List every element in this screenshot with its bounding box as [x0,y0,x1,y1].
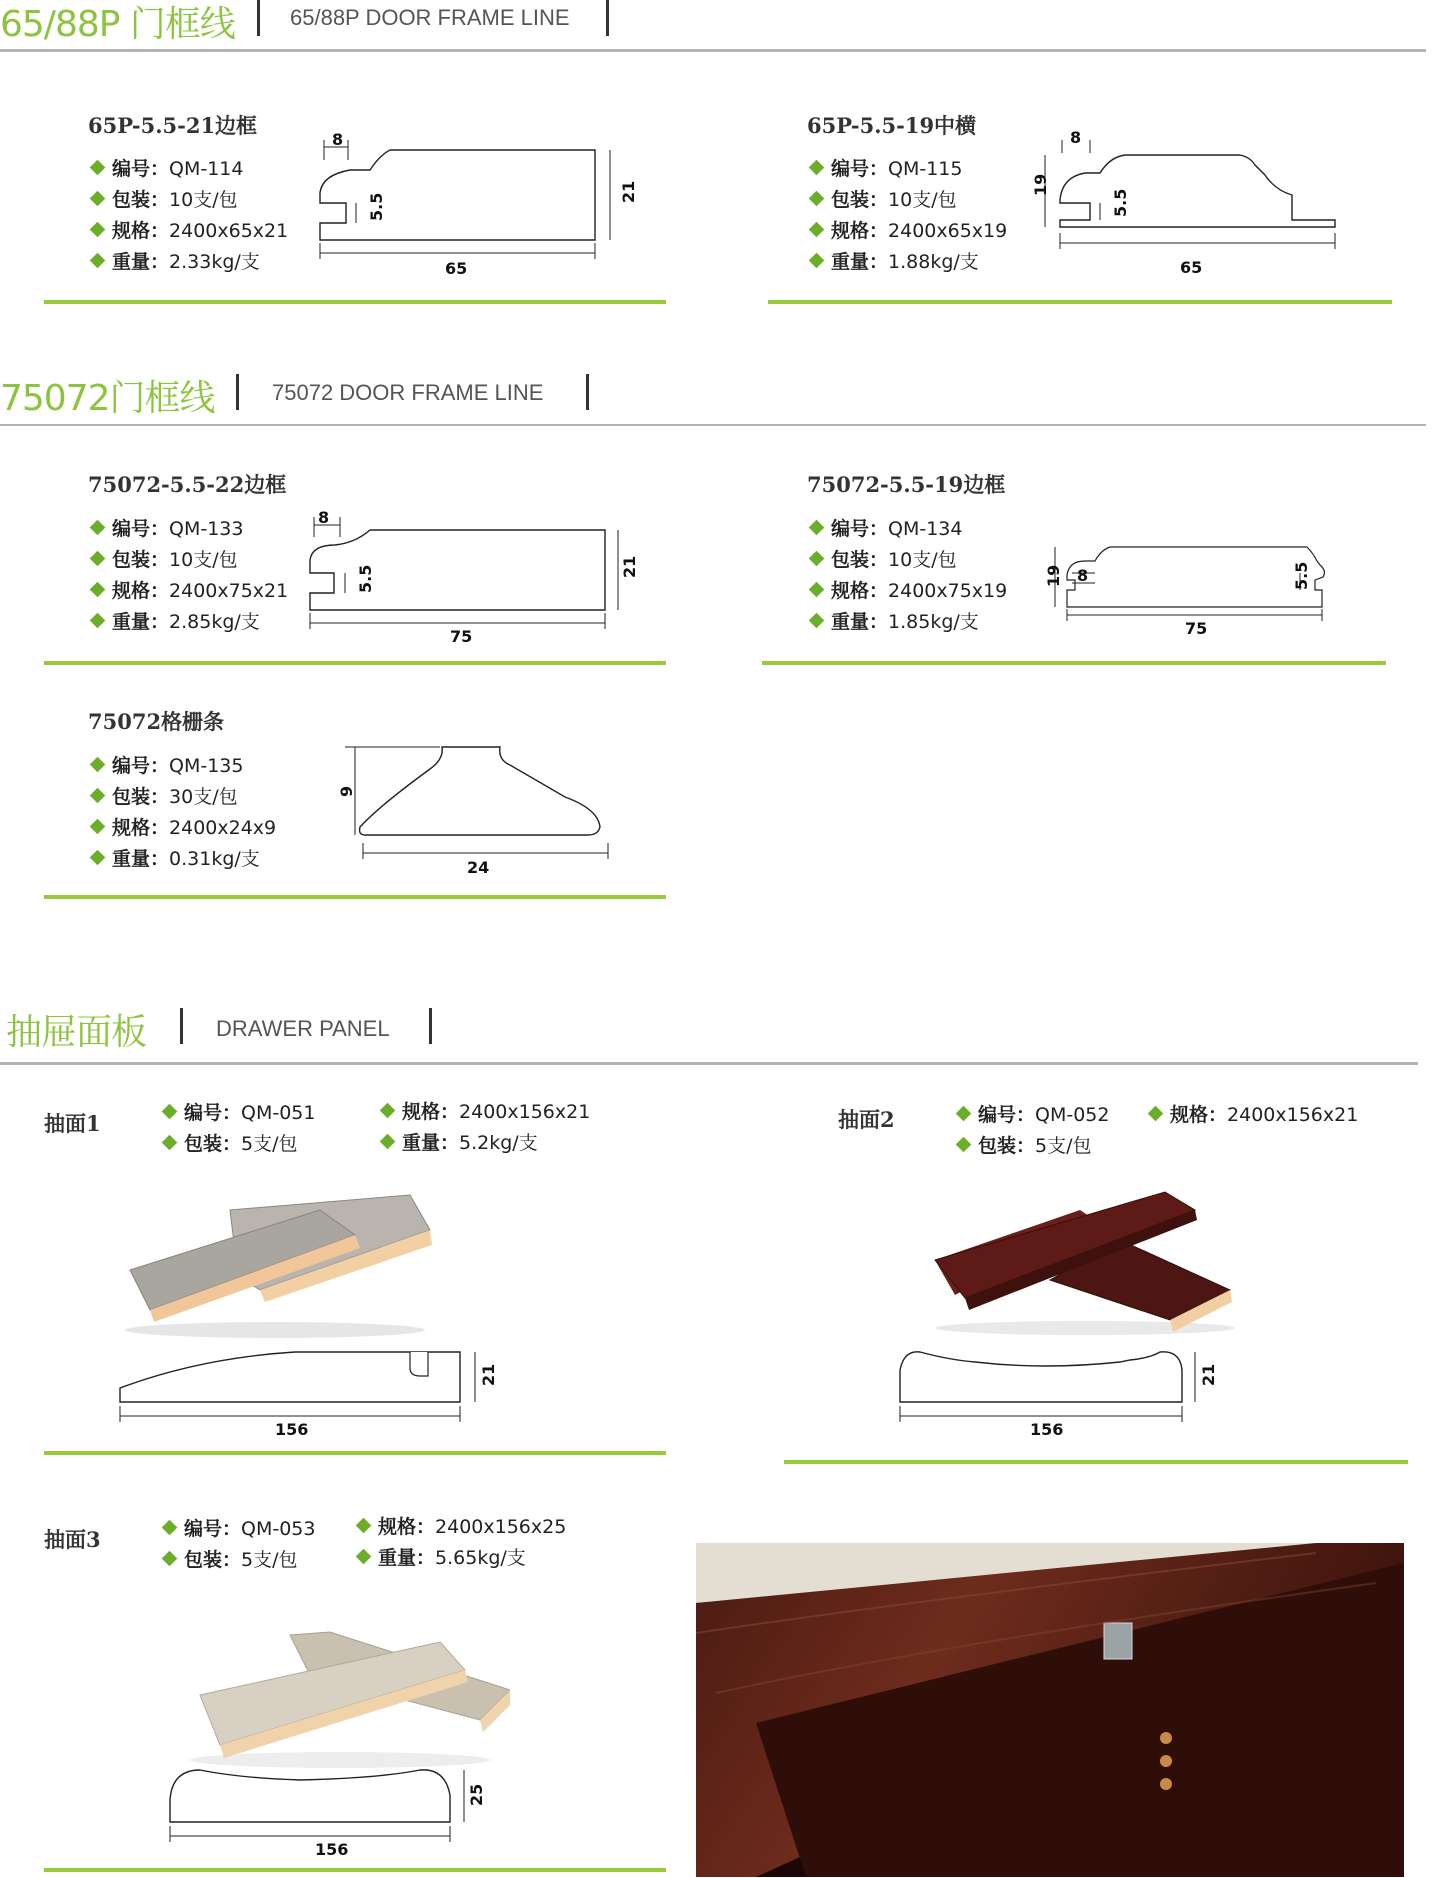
diamond-icon [380,1134,396,1150]
section-rule [0,1062,1418,1065]
diamond-icon [1148,1106,1164,1122]
diamond-icon [809,551,825,567]
diamond-icon [809,582,825,598]
section-title-en: 75072 DOOR FRAME LINE [272,380,544,405]
product-size: 2400x156x21 [1227,1104,1359,1126]
product-specs: 编号：QM-052 包装：5支/包 [958,1100,1110,1162]
product-title: 65P-5.5-21边框 [88,113,258,138]
product-pack: 10支/包 [169,189,238,211]
diamond-icon [90,582,106,598]
dim-label: 5.5 [1292,561,1311,590]
product-weight: 5.2kg/支 [459,1132,538,1154]
product-code: QM-115 [888,158,963,180]
product-code: QM-135 [169,755,244,777]
dim-label: 8 [332,130,344,149]
product-weight: 2.85kg/支 [169,611,260,633]
diamond-icon [90,191,106,207]
dim-label: 65 [1180,258,1203,277]
product-rule [44,1451,666,1455]
product-code: QM-134 [888,518,963,540]
profile-drawing [890,1340,1310,1450]
product-specs: 编号：QM-135 包装：30支/包 规格：2400x24x9 重量：0.31kg/支 [92,751,276,875]
product-title: 75072格栅条 [88,709,225,734]
profile-drawing [310,130,640,285]
product-title: 75072-5.5-19边框 [807,472,1006,497]
diamond-icon [90,160,106,176]
product-specs: 规格：2400x156x25 重量：5.65kg/支 [358,1512,566,1574]
dim-label: 156 [1030,1420,1064,1439]
title-divider [180,1008,183,1044]
product-specs: 编号：QM-114 包装：10支/包 规格：2400x65x21 重量：2.33kg/支 [92,154,288,278]
product-pack: 5支/包 [241,1133,298,1155]
product-specs: 编号：QM-133 包装：10支/包 规格：2400x75x21 重量：2.85kg/支 [92,514,288,638]
product-size: 2400x24x9 [169,817,277,839]
title-divider [429,1008,432,1044]
diamond-icon [380,1103,396,1119]
dim-label: 21 [479,1363,498,1386]
diamond-icon [809,613,825,629]
product-weight: 1.88kg/支 [888,251,979,273]
diamond-icon [90,253,106,269]
product-rule [784,1460,1408,1464]
diamond-icon [956,1137,972,1153]
profile-drawing [330,735,630,880]
diamond-icon [956,1106,972,1122]
drawer-panel-photo [180,1620,510,1770]
product-code: QM-052 [1035,1104,1110,1126]
product-pack: 30支/包 [169,786,238,808]
diamond-icon [90,819,106,835]
drawer-panel-photo [110,1190,440,1340]
section-rule [0,424,1426,426]
diamond-icon [90,222,106,238]
product-code: QM-133 [169,518,244,540]
product-rule [44,661,666,665]
section-rule [0,49,1426,52]
diamond-icon [90,757,106,773]
product-pack: 10支/包 [169,549,238,571]
product-code: QM-053 [241,1518,316,1540]
product-weight: 2.33kg/支 [169,251,260,273]
product-rule [44,895,666,899]
section-title: 抽屉面板 [6,1012,147,1053]
profile-drawing [1045,535,1335,645]
diamond-icon [356,1549,372,1565]
product-weight: 5.65kg/支 [435,1547,526,1569]
diamond-icon [809,191,825,207]
section-title-en: DRAWER PANEL [216,1016,390,1041]
product-pack: 10支/包 [888,549,957,571]
product-title: 抽面2 [838,1107,895,1132]
diamond-icon [90,788,106,804]
product-weight: 1.85kg/支 [888,611,979,633]
product-weight: 0.31kg/支 [169,848,260,870]
diamond-icon [809,520,825,536]
diamond-icon [90,613,106,629]
title-divider [236,374,239,410]
product-title: 75072-5.5-22边框 [88,472,287,497]
dim-label: 156 [315,1840,349,1859]
product-size: 2400x156x21 [459,1101,591,1123]
dim-label: 8 [1077,566,1089,585]
profile-drawing [110,1340,530,1450]
product-size: 2400x65x21 [169,220,289,242]
diamond-icon [90,850,106,866]
product-pack: 5支/包 [1035,1135,1092,1157]
product-specs: 规格：2400x156x21 重量：5.2kg/支 [382,1097,590,1159]
dim-label: 8 [1070,128,1082,147]
title-divider [257,0,260,36]
dim-label: 24 [467,858,490,877]
diamond-icon [356,1518,372,1534]
dim-label: 21 [1199,1363,1218,1386]
dim-label: 156 [275,1420,309,1439]
dim-label: 5.5 [1111,188,1130,217]
profile-drawing [1030,128,1350,285]
section-title-en: 65/88P DOOR FRAME LINE [290,5,570,30]
product-title: 抽面3 [44,1527,101,1552]
diamond-icon [162,1135,178,1151]
dim-label: 65 [445,259,468,278]
product-specs: 编号：QM-053 包装：5支/包 [164,1514,316,1576]
dim-label: 19 [1031,173,1050,196]
product-rule [768,300,1392,304]
diamond-icon [90,520,106,536]
diamond-icon [809,222,825,238]
dim-label: 5.5 [356,564,375,593]
diamond-icon [162,1104,178,1120]
diamond-icon [809,253,825,269]
product-specs: 编号：QM-051 包装：5支/包 [164,1098,316,1160]
dim-label: 21 [619,180,638,203]
diamond-icon [162,1520,178,1536]
product-specs: 编号：QM-115 包装：10支/包 规格：2400x65x19 重量：1.88kg/支 [811,154,1007,278]
product-pack: 10支/包 [888,189,957,211]
product-size: 2400x156x25 [435,1516,567,1538]
diamond-icon [809,160,825,176]
product-rule [44,1868,666,1872]
drawer-panel-photo [915,1180,1245,1340]
title-divider [586,374,589,410]
dim-label: 75 [1185,619,1208,638]
product-title: 65P-5.5-19中横 [807,113,977,138]
product-pack: 5支/包 [241,1549,298,1571]
product-rule [762,661,1386,665]
dim-label: 8 [318,508,330,527]
product-size: 2400x75x19 [888,580,1008,602]
section-title: 75072门框线 [0,378,215,419]
dim-label: 25 [467,1783,486,1806]
diamond-icon [90,551,106,567]
profile-drawing [160,1760,540,1875]
dim-label: 5.5 [367,192,386,221]
product-title: 抽面1 [44,1111,101,1136]
product-code: QM-114 [169,158,244,180]
profile-drawing [300,508,640,665]
product-specs: 编号：QM-134 包装：10支/包 规格：2400x75x19 重量：1.85kg/支 [811,514,1007,638]
product-rule [44,300,666,304]
product-size: 2400x65x19 [888,220,1008,242]
drawer-scene-photo [696,1543,1404,1877]
diamond-icon [162,1551,178,1567]
product-specs: 规格：2400x156x21 [1150,1100,1358,1131]
product-size: 2400x75x21 [169,580,289,602]
dim-label: 19 [1044,564,1063,587]
title-divider [606,0,609,36]
product-code: QM-051 [241,1102,316,1124]
section-title: 65/88P 门框线 [0,4,235,45]
dim-label: 9 [337,785,356,797]
dim-label: 21 [620,555,639,578]
dim-label: 75 [450,627,473,646]
